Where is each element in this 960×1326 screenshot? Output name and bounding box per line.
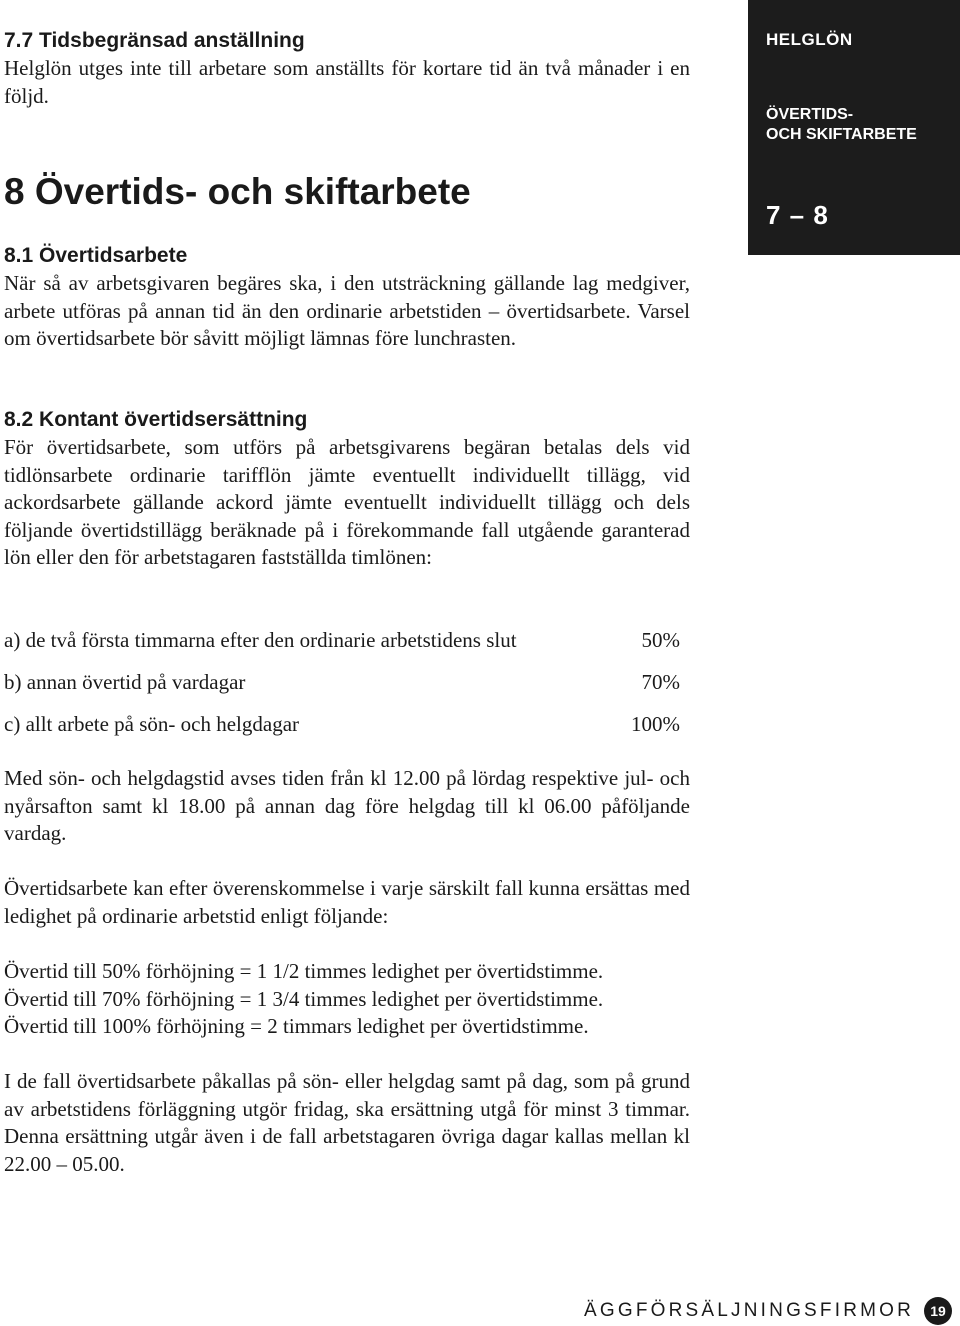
chapter-8 (4, 170, 690, 214)
section-paragraph: När så av arbetsgivaren begäres ska, i den utsträckning gällande lag medgiver, arbete utföras på annan tid än den ordinarie arbetstiden – övertidsarbete. Varsel om övertidsarbete bör såvitt möjligt lämnas före lunchrasten. (4, 271, 690, 350)
sidebar-section-title: ÖVERTIDS- (766, 106, 854, 123)
page-footer (584, 1297, 952, 1325)
rate-label: a) de två första timmarna efter den ordinarie arbetstidens slut (4, 628, 517, 652)
sidebar-section-title: OCH SKIFTARBETE (766, 126, 917, 143)
rate-row (4, 668, 680, 696)
rate-value: 100% (631, 712, 680, 736)
section-8-2 (4, 406, 690, 572)
rate-label: b) annan övertid på vardagar (4, 670, 246, 694)
section-sidebar (748, 0, 960, 255)
section-paragraph: För övertidsarbete, som utförs på arbetsgivarens begäran betalas dels vid tidlönsarbete ordinarie tarifflön jämte eventuellt individuellt tillägg, vid ackordsarbete gällande ackord jämte eventuellt individuellt tillägg och dels följande övertidstillägg beräknade på i förekommande fall utgående garanterad lön eller den för arbetstagaren fastställda timlönen: (4, 435, 690, 569)
sidebar-chapter-range: 7 – 8 (766, 200, 829, 230)
chapter-title: 8 Övertids- och skiftarbete (4, 171, 471, 212)
page-number: 19 (924, 1297, 952, 1325)
section-paragraph: Helglön utges inte till arbetare som anställts för kortare tid än två månader i en följd. (4, 56, 690, 108)
section-paragraph: Övertidsarbete kan efter överenskommelse i varje särskilt fall kunna ersättas med ledighet på ordinarie arbetstid enligt följande: (4, 876, 690, 928)
minimum-compensation (4, 1068, 690, 1178)
sidebar-brand: HELGLÖN (766, 30, 853, 49)
section-heading: 8.2 Kontant övertidsersättning (4, 408, 308, 431)
leave-compensation (4, 875, 690, 930)
section-heading: 7.7 Tidsbegränsad anställning (4, 29, 305, 52)
leave-rates (4, 958, 690, 1041)
section-heading: 8.1 Övertidsarbete (4, 244, 188, 267)
leave-rate-line: Övertid till 50% förhöjning = 1 1/2 timmes ledighet per övertidstimme. (4, 959, 604, 983)
rate-row (4, 626, 680, 654)
sunday-definition (4, 765, 690, 848)
leave-rate-line: Övertid till 100% förhöjning = 2 timmars ledighet per övertidstimme. (4, 1014, 589, 1038)
rate-value: 70% (641, 670, 680, 694)
section-7-7 (4, 27, 690, 110)
footer-title: ÄGGFÖRSÄLJNINGSFIRMOR (584, 1300, 915, 1321)
section-paragraph: I de fall övertidsarbete påkallas på sön- eller helgdag samt på dag, som på grund av arbetstidens förläggning utgör fridag, ska ersättning utgå för minst 3 timmar. Denna ersättning utgår även i de fall arbetstagaren övriga dagar kallas mellan kl 22.00 – 05.00. (4, 1069, 690, 1176)
section-paragraph: Med sön- och helgdagstid avses tiden från kl 12.00 på lördag respektive jul- och nyårsafton samt kl 18.00 på annan dag före helgdag till kl 06.00 påföljande vardag. (4, 766, 690, 845)
section-8-1 (4, 242, 690, 353)
rate-row (4, 710, 680, 738)
rate-label: c) allt arbete på sön- och helgdagar (4, 712, 300, 736)
leave-rate-line: Övertid till 70% förhöjning = 1 3/4 timmes ledighet per övertidstimme. (4, 986, 604, 1011)
rate-value: 50% (641, 628, 680, 652)
